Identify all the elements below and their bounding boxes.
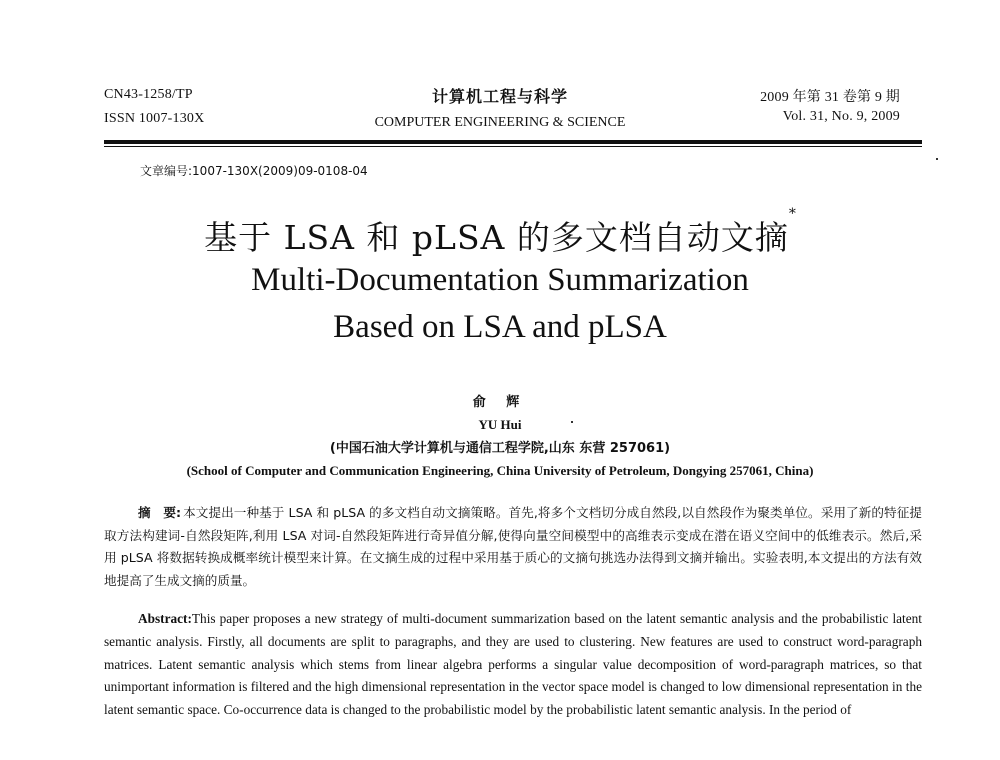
header-rule-thick — [104, 140, 922, 144]
author-en: YU Hui — [478, 417, 522, 432]
issue-en: Vol. 31, No. 9, 2009 — [782, 109, 900, 124]
scan-speck — [571, 421, 573, 423]
journal-title-en: COMPUTER ENGINEERING & SCIENCE — [374, 115, 626, 130]
title-en-line1: Multi-Documentation Summarization — [251, 262, 749, 298]
abstract-en-label: Abstract: — [138, 611, 192, 626]
title-footnote-mark: * — [788, 206, 796, 222]
affiliation-en: (School of Computer and Communication Engineering, China University of Petroleum, Dongying 257061, China) — [186, 463, 814, 478]
journal-title-cn: 计算机工程与科学 — [431, 87, 568, 106]
abstract-cn-text: 本文提出一种基于 LSA 和 pLSA 的多文档自动文摘策略。首先,将多个文档切分成自然段,以自然段作为聚类单位。采用了新的特征提取方法构建词-自然段矩阵,利用 LSA 对词-自然段矩阵进行奇异值分解,使得向量空间模型中的高维表示变成在潜在语义空间中的低维表示。然后,采用 pLSA 将数据转换成概率统计模型来计算。在文摘生成的过程中采用基于质心的文摘句挑选办法得到文摘并输出。实验表明,本文提出的方法有效地提高了生成文摘的质量。 — [104, 505, 922, 588]
cn-code: CN43-1258/TP — [104, 87, 193, 102]
abstract-cn — [104, 502, 922, 592]
title-cn: 基于 LSA 和 pLSA 的多文档自动文摘 — [204, 218, 789, 257]
abstract-en-text: This paper proposes a new strategy of multi-document summarization based on the latent semantic analysis and the probabilistic latent semantic analysis. Firstly, all documents are split to paragraphs, and they are used to clustering. New features are used to construct word-paragraph matrices. Latent semantic analysis which stems from linear algebra performs a singular value decomposition of word-paragraph matrices, so that unimportant information is filtered and the high dimensional representation in the vector space model is changed to low dimensional representation in the latent semantic space. Co-occurrence data is changed to the probabilistic model by the probabilistic latent semantic analysis. In the period of — [104, 611, 922, 718]
abstract-cn-label: 摘 要: — [138, 505, 182, 520]
issue-cn: 2009 年第 31 卷第 9 期 — [760, 90, 900, 105]
article-number: 文章编号:1007-130X(2009)09-0108-04 — [140, 164, 368, 178]
issn: ISSN 1007-130X — [104, 111, 205, 126]
abstract-en — [104, 608, 922, 722]
scan-speck — [936, 158, 938, 160]
affiliation-cn: (中国石油大学计算机与通信工程学院,山东 东营 257061) — [329, 441, 671, 456]
title-en-line2: Based on LSA and pLSA — [333, 309, 667, 345]
header-rule-thin — [104, 146, 922, 147]
author-cn: 俞 辉 — [472, 395, 528, 410]
